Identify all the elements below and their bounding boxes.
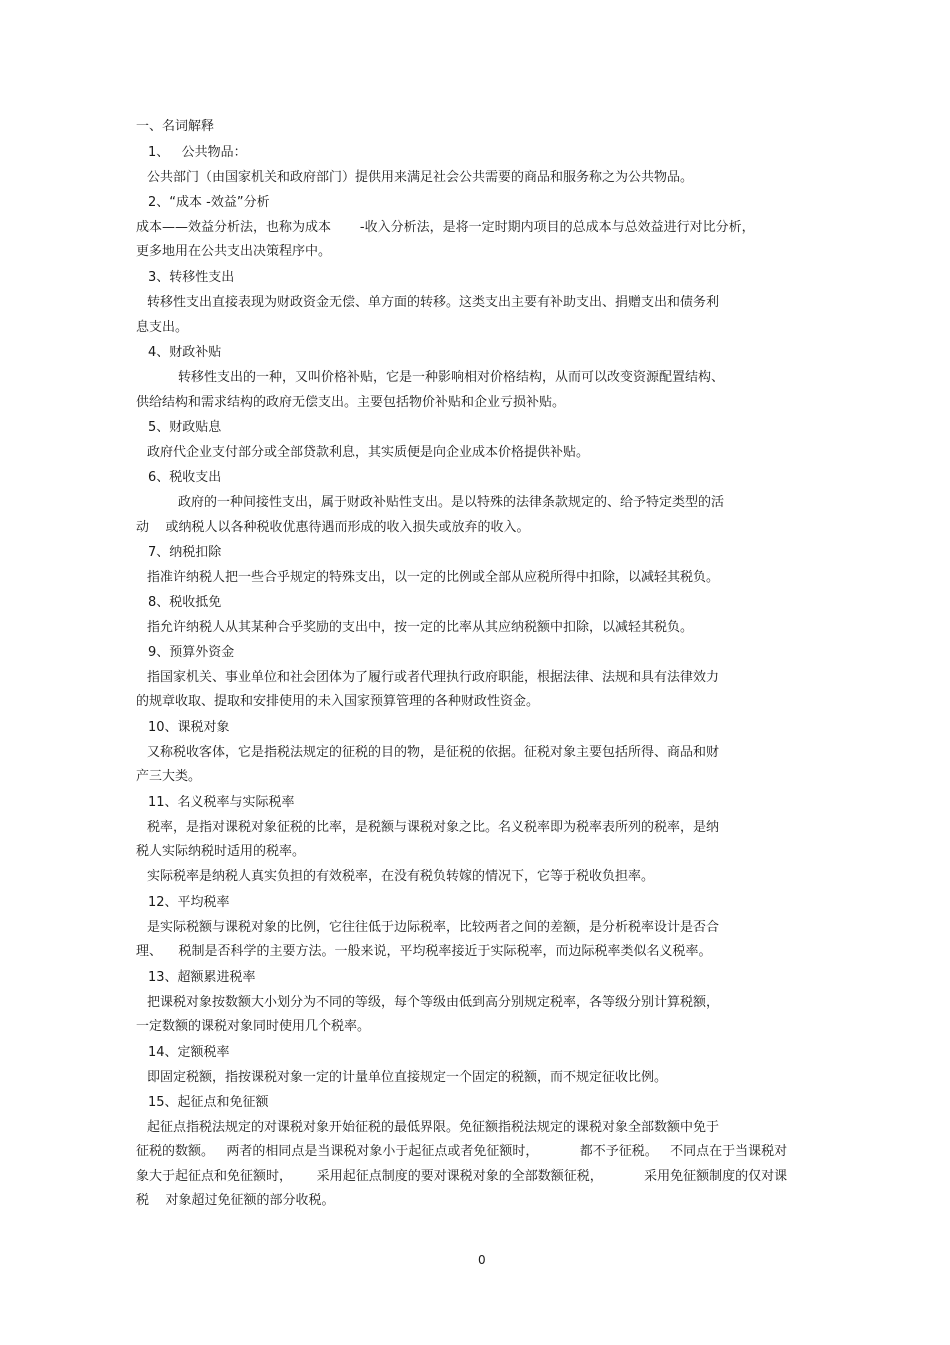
term-heading: 12、平均税率 <box>148 895 230 910</box>
definition-line: 实际税率是纳税人真实负担的有效税率，在没有税负转嫁的情况下，它等于税收负担率。 <box>147 869 655 884</box>
term-heading: 15、起征点和免征额 <box>148 1095 269 1110</box>
definition-line: 更多地用在公共支出决策程序中。 <box>136 244 332 259</box>
term-heading: 9、预算外资金 <box>148 645 235 660</box>
definition-line: 息支出。 <box>136 320 189 335</box>
definition-line: 供给结构和需求结构的政府无偿支出。主要包括物价补贴和企业亏损补贴。 <box>136 395 566 410</box>
term-heading: 8、税收抵免 <box>148 595 222 610</box>
term-heading: 5、财政贴息 <box>148 420 222 435</box>
definition-line: 成本——效益分析法，也称为成本 -收入分析法，是将一定时期内项目的总成本与总效益进行对比分析， <box>136 220 755 235</box>
term-heading: 2、“成本 -效益”分析 <box>148 195 270 210</box>
definition-line: 把课税对象按数额大小划分为不同的等级，每个等级由低到高分别规定税率，各等级分别计算税额， <box>147 995 720 1010</box>
definition-line: 指准许纳税人把一些合乎规定的特殊支出，以一定的比例或全部从应税所得中扣除，以减轻其税负。 <box>147 570 720 585</box>
definition-line: 理、 税制是否科学的主要方法。一般来说，平均税率接近于实际税率，而边际税率类似名义税率。 <box>136 944 712 959</box>
definition-line: 又称税收客体，它是指税法规定的征税的目的物，是征税的依据。征税对象主要包括所得、商品和财 <box>147 745 720 760</box>
term-heading: 11、名义税率与实际税率 <box>148 795 295 810</box>
definition-line: 征税的数额。 两者的相同点是当课税对象小于起征点或者免征额时， 都不予征税。 不同点在于当课税对 <box>136 1144 788 1159</box>
definition-line: 税人实际纳税时适用的税率。 <box>136 844 306 859</box>
definition-line: 税率，是指对课税对象征税的比率，是税额与课税对象之比。名义税率即为税率表所列的税率，是纳 <box>147 820 720 835</box>
definition-line: 政府的一种间接性支出，属于财政补贴性支出。是以特殊的法律条款规定的、给予特定类型的活 <box>178 495 725 510</box>
definition-line: 起征点指税法规定的对课税对象开始征税的最低界限。免征额指税法规定的课税对象全部数额中免于 <box>147 1120 720 1135</box>
definition-line: 税 对象超过免征额的部分收税。 <box>136 1193 335 1208</box>
term-heading: 4、财政补贴 <box>148 345 222 360</box>
definition-line: 政府代企业支付部分或全部贷款利息，其实质便是向企业成本价格提供补贴。 <box>147 445 590 460</box>
definition-line: 一定数额的课税对象同时使用几个税率。 <box>136 1019 371 1034</box>
definition-line: 转移性支出的一种，又叫价格补贴，它是一种影响相对价格结构，从而可以改变资源配置结构、 <box>178 370 725 385</box>
definition-line: 象大于起征点和免征额时， 采用起征点制度的要对课税对象的全部数额征税， 采用免征额制度的仅对课 <box>136 1169 788 1184</box>
term-heading: 7、纳税扣除 <box>148 545 222 560</box>
term-heading: 1、 公共物品： <box>148 145 247 160</box>
definition-line: 产三大类。 <box>136 769 202 784</box>
section-title: 一、名词解释 <box>136 119 215 134</box>
page-number: 0 <box>478 1253 486 1267</box>
term-heading: 6、税收支出 <box>148 470 222 485</box>
definition-line: 的规章收取、提取和安排使用的未入国家预算管理的各种财政性资金。 <box>136 694 540 709</box>
term-heading: 14、定额税率 <box>148 1045 230 1060</box>
definition-line: 公共部门（由国家机关和政府部门）提供用来满足社会公共需要的商品和服务称之为公共物品。 <box>147 170 694 185</box>
term-heading: 3、转移性支出 <box>148 270 235 285</box>
definition-line: 动 或纳税人以各种税收优惠待遇而形成的收入损失或放弃的收入。 <box>136 520 530 535</box>
definition-line: 指允许纳税人从其某种合乎奖励的支出中，按一定的比率从其应纳税额中扣除，以减轻其税负。 <box>147 620 694 635</box>
definition-line: 是实际税额与课税对象的比例，它往往低于边际税率，比较两者之间的差额，是分析税率设计是否合 <box>147 920 720 935</box>
definition-line: 转移性支出直接表现为财政资金无偿、单方面的转移。这类支出主要有补助支出、捐赠支出和债务利 <box>147 295 720 310</box>
definition-line: 指国家机关、事业单位和社会团体为了履行或者代理执行政府职能，根据法律、法规和具有法律效力 <box>147 670 720 685</box>
definition-line: 即固定税额，指按课税对象一定的计量单位直接规定一个固定的税额，而不规定征收比例。 <box>147 1070 668 1085</box>
term-heading: 10、课税对象 <box>148 720 230 735</box>
term-heading: 13、超额累进税率 <box>148 970 256 985</box>
